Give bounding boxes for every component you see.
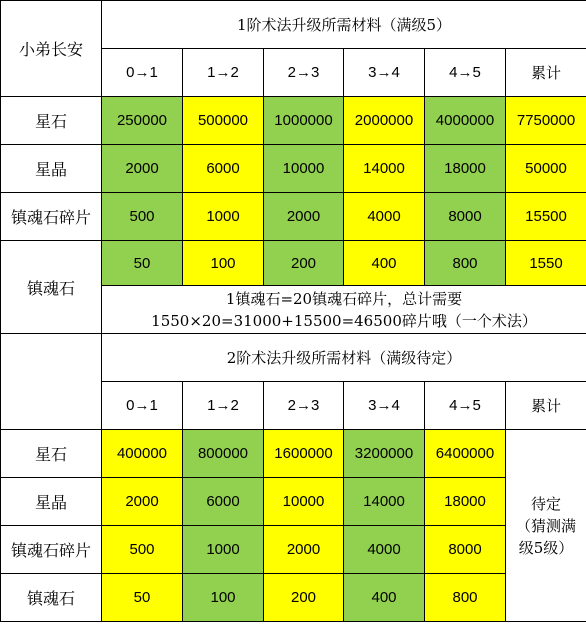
table-cell: 1000: [183, 526, 264, 574]
table-cell: 4000000: [425, 97, 506, 145]
table-cell: 3200000: [344, 430, 425, 478]
table-cell: 14000: [344, 145, 425, 193]
table-cell: 8000: [425, 526, 506, 574]
table-cell: 6400000: [425, 430, 506, 478]
table1-header: 4→5: [425, 49, 506, 97]
table-row: [1, 97, 586, 145]
row-label: 星晶: [1, 145, 102, 193]
table2-header-total: 累计: [506, 382, 586, 430]
table2-header: 2→3: [264, 382, 344, 430]
table-cell-total: 1550: [506, 241, 586, 286]
table-row: [1, 145, 586, 193]
note-line-2: 1550×20=31000+15500=46500碎片哦（一个术法）: [151, 311, 537, 330]
table2-corner-blank: [1, 334, 102, 430]
table-cell: 50: [102, 241, 183, 286]
table-cell: 400: [344, 574, 425, 622]
table-cell: 100: [183, 241, 264, 286]
table-row: [1, 241, 586, 286]
table2-title: 2阶术法升级所需材料（满级待定）: [102, 334, 586, 382]
table-cell: 1000: [183, 193, 264, 241]
table-cell: 2000: [264, 193, 344, 241]
table-cell-total: 7750000: [506, 97, 586, 145]
table-cell: 2000: [102, 478, 183, 526]
table-row: [1, 193, 586, 241]
table-cell: 2000000: [344, 97, 425, 145]
table-row: [1, 574, 586, 622]
table2-header: 4→5: [425, 382, 506, 430]
table-cell: 8000: [425, 193, 506, 241]
table-cell: 500: [102, 193, 183, 241]
table2-header: 1→2: [183, 382, 264, 430]
table-cell: 800000: [183, 430, 264, 478]
table-cell: 14000: [344, 478, 425, 526]
table-cell: 200: [264, 241, 344, 286]
table-cell: 50: [102, 574, 183, 622]
table-cell: 10000: [264, 478, 344, 526]
table-cell: 4000: [344, 526, 425, 574]
table-row: [1, 526, 586, 574]
row-label: 镇魂石碎片: [1, 526, 102, 574]
table-cell: 200: [264, 574, 344, 622]
table-cell: 500000: [183, 97, 264, 145]
table-cell: 1600000: [264, 430, 344, 478]
table-cell: 800: [425, 574, 506, 622]
table-cell: 18000: [425, 478, 506, 526]
table-cell: 1000000: [264, 97, 344, 145]
pending-line-1: 待定: [531, 494, 562, 513]
table2-header: 3→4: [344, 382, 425, 430]
table-cell: 2000: [102, 145, 183, 193]
table2-header: 0→1: [102, 382, 183, 430]
pending-line-3: 级5级）: [518, 538, 574, 557]
table-cell: 100: [183, 574, 264, 622]
table-row: [1, 478, 586, 526]
table-cell-total: 15500: [506, 193, 586, 241]
table1-note: [102, 286, 586, 334]
table-cell: 2000: [264, 526, 344, 574]
table-cell: 400000: [102, 430, 183, 478]
table1-header: 1→2: [183, 49, 264, 97]
table-cell: 800: [425, 241, 506, 286]
pending-line-2: （猜测满: [516, 516, 577, 535]
table1-header: 3→4: [344, 49, 425, 97]
table-cell: 400: [344, 241, 425, 286]
corner-label: 小弟长安: [1, 1, 102, 97]
table-cell: 500: [102, 526, 183, 574]
table-cell: 250000: [102, 97, 183, 145]
table1-header: 2→3: [264, 49, 344, 97]
table-cell: 10000: [264, 145, 344, 193]
table1-title: 1阶术法升级所需材料（满级5）: [102, 1, 586, 49]
table-cell: 6000: [183, 478, 264, 526]
row-label: 星晶: [1, 478, 102, 526]
table-row: [1, 430, 586, 478]
row-label: 星石: [1, 430, 102, 478]
table-cell: 6000: [183, 145, 264, 193]
row-label: 镇魂石碎片: [1, 193, 102, 241]
row-label: 镇魂石: [1, 241, 102, 334]
row-label: 星石: [1, 97, 102, 145]
note-line-1: 1镇魂石=20镇魂石碎片，总计需要: [225, 289, 463, 308]
table1-header: 0→1: [102, 49, 183, 97]
row-label: 镇魂石: [1, 574, 102, 622]
table-cell: 18000: [425, 145, 506, 193]
table-cell: 4000: [344, 193, 425, 241]
table1-header-total: 累计: [506, 49, 586, 97]
table-cell-total: 50000: [506, 145, 586, 193]
table2-total-pending: [506, 430, 586, 622]
